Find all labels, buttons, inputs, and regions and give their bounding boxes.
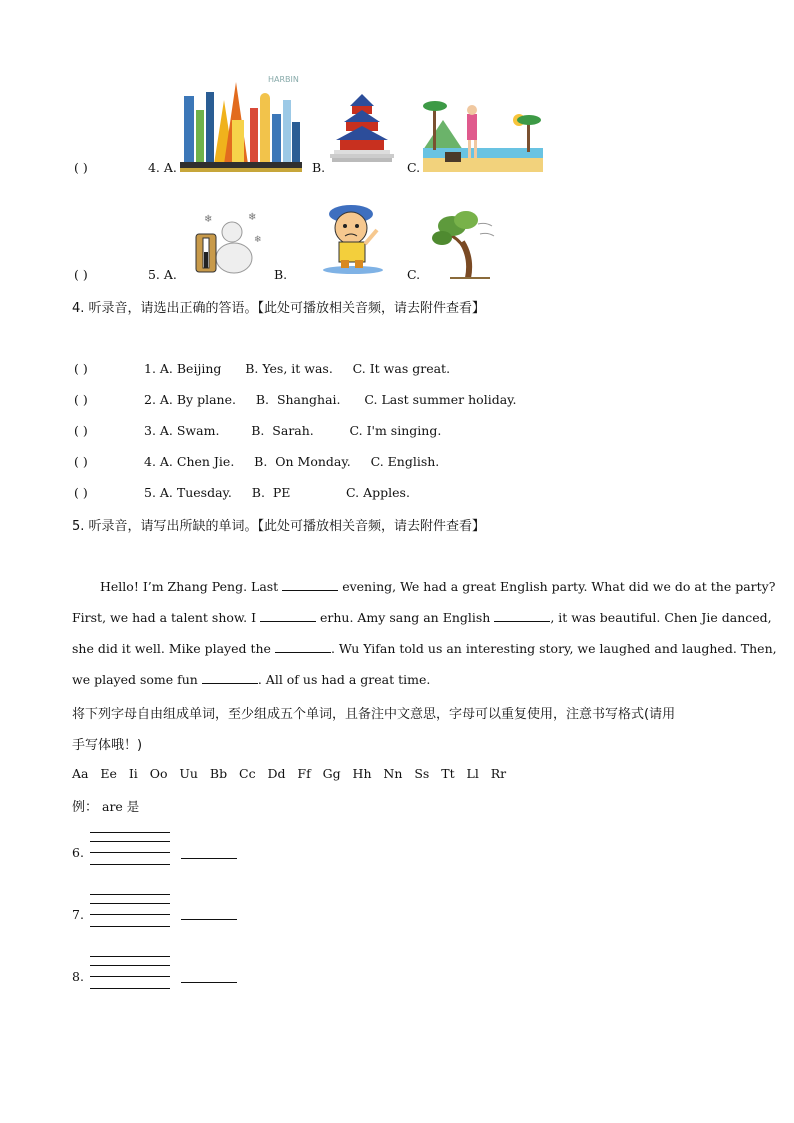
option-c-label: C. xyxy=(407,160,421,175)
row-number: 6. xyxy=(72,845,84,860)
answer-blank-4[interactable] xyxy=(275,641,331,653)
answer-blank-2[interactable] xyxy=(260,610,316,622)
list-item xyxy=(74,361,450,376)
question-text: 2. A. By plane. B. Shanghai. C. Last summer holiday. xyxy=(144,392,517,407)
list-item xyxy=(74,392,517,407)
meaning-blank[interactable] xyxy=(181,858,237,859)
option-b-label: B. xyxy=(312,160,326,175)
section-5-title: 5. 听录音，请写出所缺的单词。【此处可播放相关音频，请去附件查看】 xyxy=(72,519,486,534)
question-number: 5. xyxy=(147,267,160,282)
row-number: 8. xyxy=(72,969,84,984)
beach-image xyxy=(423,90,543,172)
svg-text:❄: ❄ xyxy=(254,235,262,245)
example-label: 例： xyxy=(72,800,99,815)
answer-paren[interactable]: ( ) xyxy=(74,392,88,407)
temple-of-heaven-image xyxy=(330,92,394,164)
svg-text:❄: ❄ xyxy=(248,212,257,223)
list-item xyxy=(74,423,441,438)
example-line xyxy=(72,796,139,815)
example-word: are 是 xyxy=(102,799,140,814)
answer-paren[interactable]: ( ) xyxy=(74,267,88,282)
letter-list: Aa Ee Ii Oo Uu Bb Cc Dd Ff Gg Hh Nn Ss Tt Ll Rr xyxy=(72,766,507,781)
answer-blank-3[interactable] xyxy=(494,610,550,622)
instruction-line-2: 手写体哦！) xyxy=(72,738,143,753)
answer-paren[interactable]: ( ) xyxy=(74,160,88,175)
passage-line-1: Hello! I’m Zhang Peng. Last evening, We had a great English party. What did we do at the party? xyxy=(100,579,776,594)
harbin-city-image xyxy=(180,70,302,174)
q4-row xyxy=(74,160,177,175)
option-c-label: C. xyxy=(407,267,421,282)
meaning-blank[interactable] xyxy=(181,919,237,920)
handwriting-lines[interactable] xyxy=(90,832,170,866)
question-number: 4. xyxy=(147,160,160,175)
passage-line-2: First, we had a talent show. I erhu. Amy sang an English , it was beautiful. Chen Jie danced, xyxy=(72,610,772,625)
list-item xyxy=(74,454,439,469)
row-number: 7. xyxy=(72,907,84,922)
instruction-line-1: 将下列字母自由组成单词，至少组成五个单词，且备注中文意思，字母可以重复使用，注意书写格式(请用 xyxy=(72,707,676,722)
answer-paren[interactable]: ( ) xyxy=(74,361,88,376)
svg-text:❄: ❄ xyxy=(204,214,213,225)
question-text: 1. A. Beijing B. Yes, it was. C. It was great. xyxy=(144,361,451,376)
cold-weather-image xyxy=(192,208,264,276)
answer-blank-5[interactable] xyxy=(202,672,258,684)
handwriting-lines[interactable] xyxy=(90,956,170,990)
option-a-label: A. xyxy=(163,267,177,282)
meaning-blank[interactable] xyxy=(181,982,237,983)
question-text: 4. A. Chen Jie. B. On Monday. C. English. xyxy=(144,454,440,469)
option-b-label: B. xyxy=(274,267,288,282)
question-text: 3. A. Swam. B. Sarah. C. I'm singing. xyxy=(144,423,442,438)
answer-blank-1[interactable] xyxy=(282,579,338,591)
answer-paren[interactable]: ( ) xyxy=(74,485,88,500)
answer-paren[interactable]: ( ) xyxy=(74,423,88,438)
q5-row xyxy=(74,267,177,282)
handwriting-lines[interactable] xyxy=(90,894,170,928)
answer-paren[interactable]: ( ) xyxy=(74,454,88,469)
section-4-title: 4. 听录音，请选出正确的答语。【此处可播放相关音频，请去附件查看】 xyxy=(72,301,486,316)
windy-tree-image xyxy=(428,204,500,280)
hot-boy-image xyxy=(313,200,393,276)
passage-line-3: she did it well. Mike played the . Wu Yifan told us an interesting story, we laughed and laughed. Then, xyxy=(72,641,777,656)
question-text: 5. A. Tuesday. B. PE C. Apples. xyxy=(144,485,410,500)
passage-line-4: we played some fun . All of us had a great time. xyxy=(72,672,431,687)
list-item xyxy=(74,485,410,500)
harbin-label: HARBIN xyxy=(268,75,299,84)
option-a-label: A. xyxy=(163,160,177,175)
